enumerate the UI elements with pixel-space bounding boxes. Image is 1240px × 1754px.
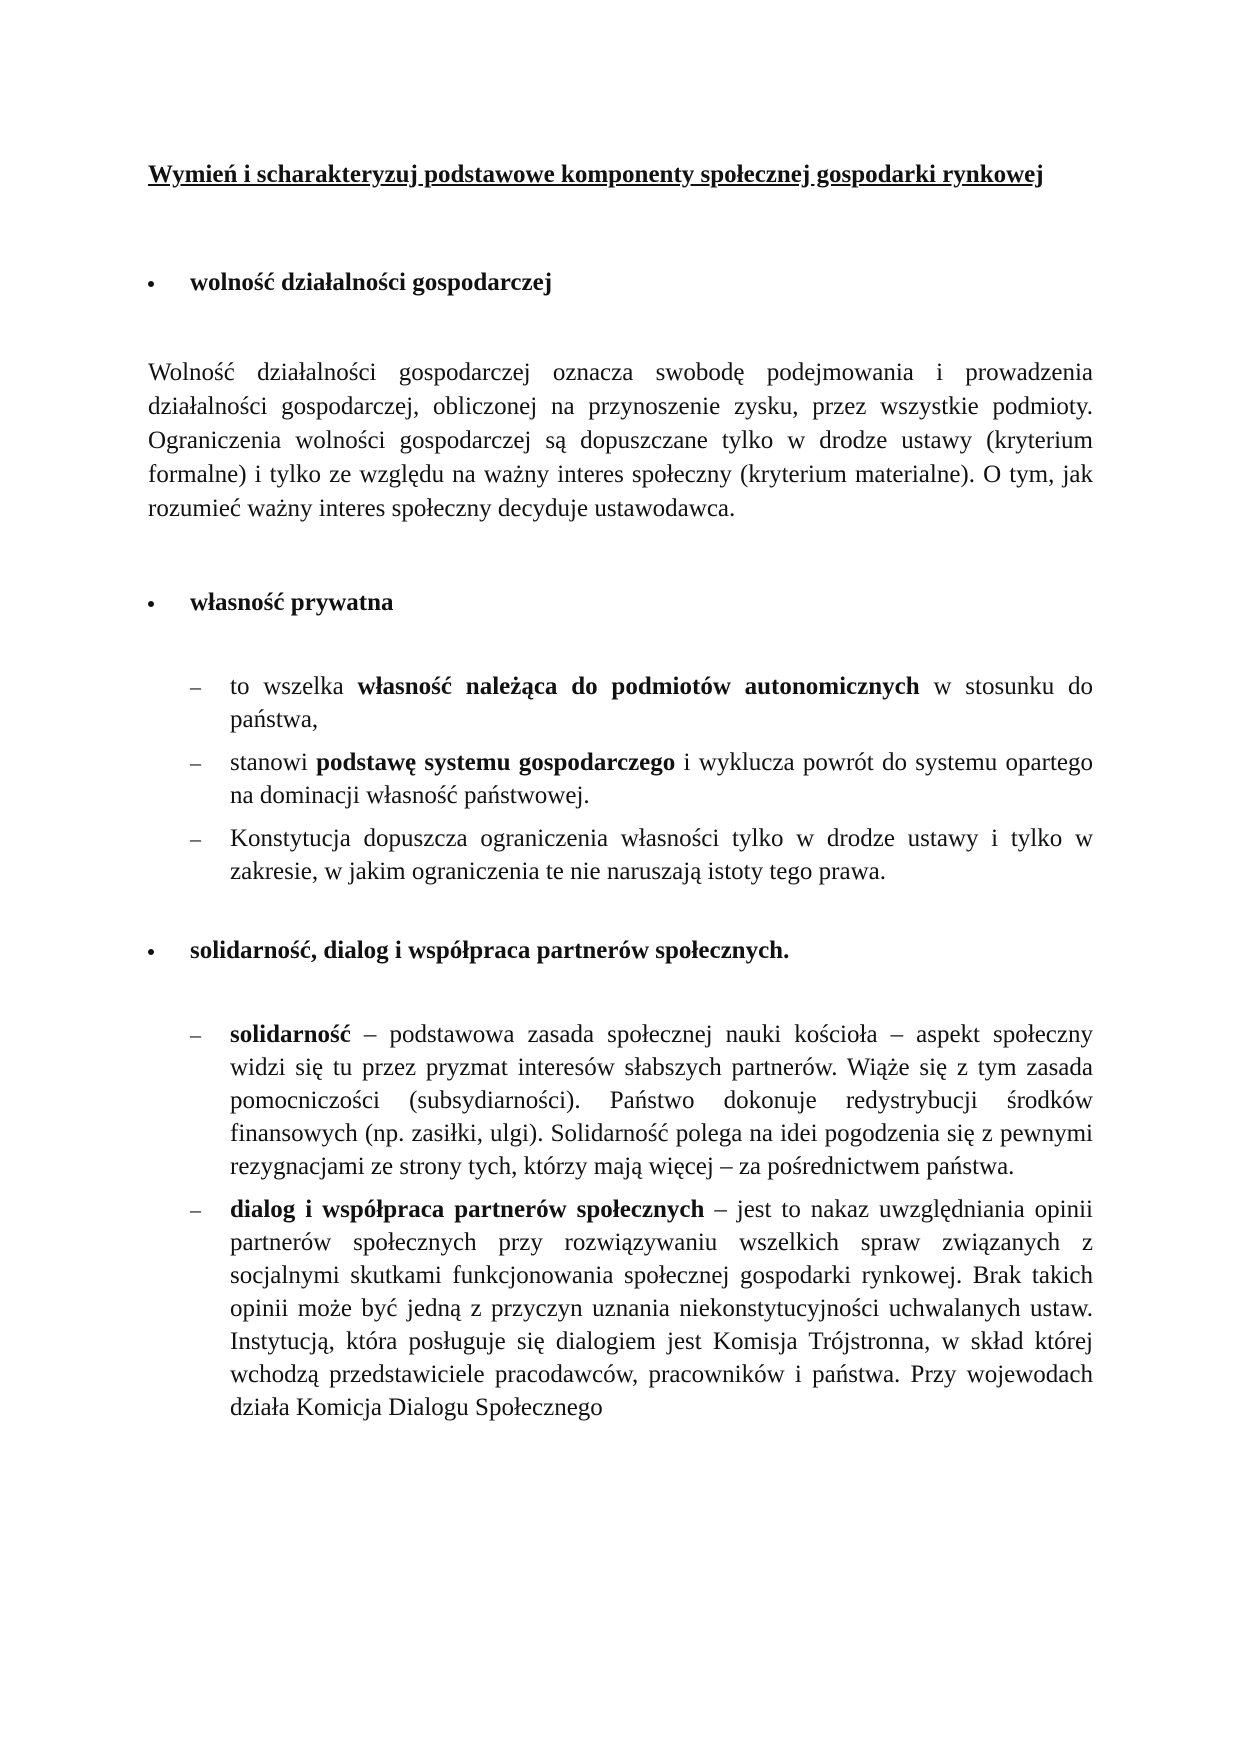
item-text-bold: dialog i współpraca partnerów społecznych: [230, 1196, 705, 1223]
dash-icon: –: [190, 1197, 201, 1222]
bullet-icon: [148, 949, 154, 955]
section-heading-text: własność prywatna: [190, 589, 394, 616]
item-text-pre: Konstytucja dopuszcza ograniczenia własności tylko w drodze ustawy i tylko w zakresie, w jakim ograniczenia te nie naruszają istoty tego prawa.: [230, 825, 1093, 885]
section-heading-text: solidarność, dialog i współpraca partnerów społecznych.: [190, 937, 790, 964]
section-heading-solidarnosc: [148, 936, 1093, 966]
item-text-pre: stanowi: [230, 749, 317, 776]
dash-icon: –: [190, 674, 201, 699]
section-heading-wolnosc: [148, 268, 1093, 298]
item-text-post: i wyklucza powrót do systemu opartego na dominacji własność państwowej.: [230, 749, 1094, 809]
bullet-icon: [148, 601, 154, 607]
item-text-post: – podstawowa zasada społecznej nauki kościoła – aspekt społeczny widzi się tu przez pryzmat interesów słabszych partnerów. Wiąże się z tym zasada pomocniczości (subsydiarności). Państwo dokonuje redystrybucji środków finansowych (np. zasiłki, ulgi). Solidarność polega na idei pogodzenia się z pewnymi rezygnacjami ze strony tych, którzy mają więcej – za pośrednictwem państwa.: [230, 1021, 1093, 1180]
list-item: [148, 822, 1093, 888]
list-item: [148, 746, 1093, 812]
list-item: [148, 1193, 1093, 1424]
item-text-post: – jest to nakaz uwzględniania opinii partnerów społecznych przy rozwiązywaniu wszelkich spraw związanych z socjalnymi skutkami funkcjonowania społecznej gospodarki rynkowej. Brak takich opinii może być jedną z przyczyn uznania niekonstytucyjności uchwalanych ustaw. Instytucją, która posługuje się dialogiem jest Komisja Trójstronna, w skład której wchodzą przedstawiciele pracodawców, pracowników i państwa. Przy wojewodach działa Komicja Dialogu Społecznego: [230, 1196, 1093, 1421]
bullet-icon: [148, 281, 154, 287]
document-page: [148, 160, 1093, 1424]
dash-icon: –: [190, 826, 201, 851]
item-text-pre: to wszelka: [230, 673, 358, 700]
section-heading-wlasnosc: [148, 588, 1093, 618]
section-heading-text: wolność działalności gospodarczej: [190, 269, 553, 296]
dash-list-wlasnosc: [148, 670, 1093, 888]
document-title: Wymień i scharakteryzuj podstawowe komponenty społecznej gospodarki rynkowej: [148, 161, 1044, 188]
section-paragraph-wolnosc: Wolność działalności gospodarczej oznacza swobodę podejmowania i prowadzenia działalności gospodarczej, obliczonej na przynoszenie zysku, przez wszystkie podmioty. Ograniczenia wolności gospodarczej są dopuszczane tylko w drodze ustawy (kryterium formalne) i tylko ze względu na ważny interes społeczny (kryterium materialne). O tym, jak rozumieć ważny interes społeczny decyduje ustawodawca.: [148, 359, 1093, 522]
dash-icon: –: [190, 750, 201, 775]
item-text-bold: własność należąca do podmiotów autonomicznych: [357, 673, 920, 700]
item-text-bold: solidarność: [230, 1021, 351, 1048]
dash-list-solidarnosc: [148, 1018, 1093, 1424]
list-item: [148, 670, 1093, 736]
list-item: [148, 1018, 1093, 1183]
item-text-bold: podstawę systemu gospodarczego: [316, 749, 676, 776]
item-text-post: w stosunku do państwa,: [230, 673, 1093, 733]
dash-icon: –: [190, 1022, 201, 1047]
